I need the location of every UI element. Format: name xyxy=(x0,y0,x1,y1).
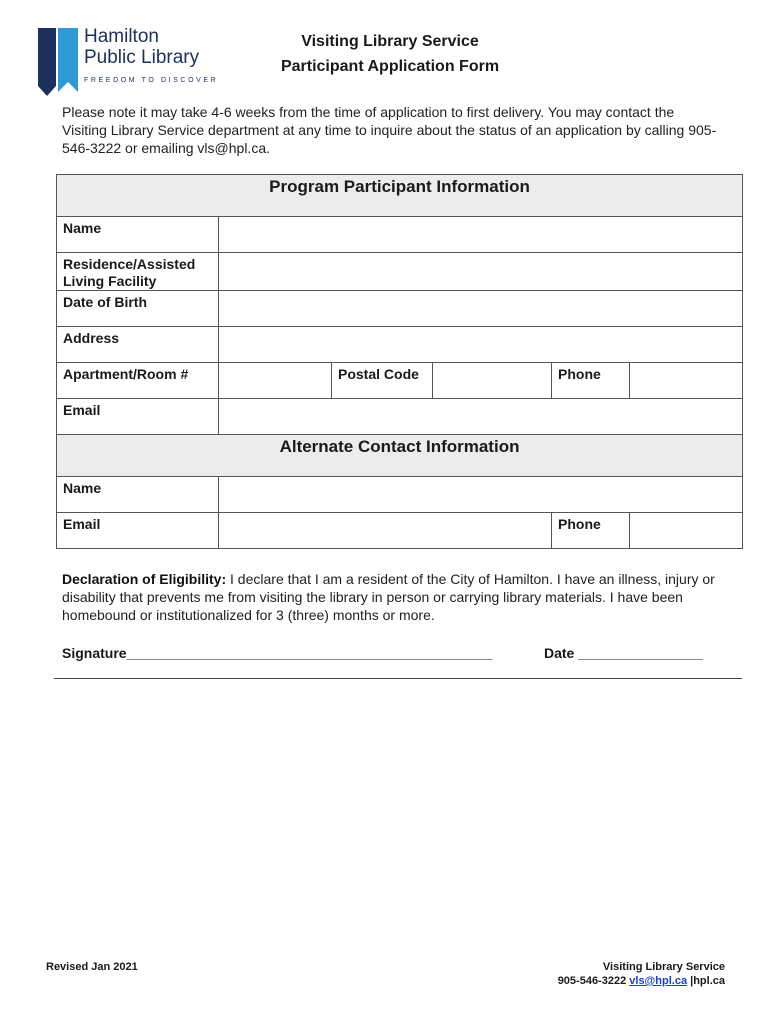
postal-code-label: Postal Code xyxy=(332,363,433,399)
email-field[interactable] xyxy=(219,399,743,435)
email-label: Email xyxy=(57,399,219,435)
declaration-heading: Declaration of Eligibility: xyxy=(62,571,227,587)
residence-label: Residence/Assisted Living Facility xyxy=(57,253,219,291)
logo-line-2: Public Library xyxy=(84,47,200,68)
phone-field[interactable] xyxy=(630,363,743,399)
form-title-application: Participant Application Form xyxy=(280,58,500,75)
section-header-alternate xyxy=(57,435,743,477)
application-form-table xyxy=(56,174,743,549)
section-title-participant: Program Participant Information xyxy=(269,177,530,196)
section-header-participant xyxy=(57,175,743,217)
name-field[interactable] xyxy=(219,217,743,253)
date-field[interactable]: Date ________________ xyxy=(544,645,703,661)
alt-email-field[interactable] xyxy=(219,513,552,549)
alt-phone-label: Phone xyxy=(552,513,630,549)
footer-contact xyxy=(558,960,725,988)
alt-phone-field[interactable] xyxy=(630,513,743,549)
revision-note: Revised Jan 2021 xyxy=(46,961,138,973)
declaration-text: I declare that I am a resident of the City of Hamilton. I have an illness, injury or disability that prevents me from visiting the library in person or carrying library materials. I have been homebound or institutionalized for 3 (three) months or more. xyxy=(62,571,715,623)
dob-field[interactable] xyxy=(219,291,743,327)
name-label: Name xyxy=(57,217,219,253)
footer-email-link[interactable]: vls@hpl.ca xyxy=(629,975,688,987)
residence-field[interactable] xyxy=(219,253,743,291)
postal-code-field[interactable] xyxy=(433,363,552,399)
alt-name-label: Name xyxy=(57,477,219,513)
hpl-logo xyxy=(38,26,228,98)
address-label: Address xyxy=(57,327,219,363)
footer-phone: 905-546-3222 xyxy=(557,975,627,987)
apartment-field[interactable] xyxy=(219,363,332,399)
divider-line xyxy=(54,678,742,679)
form-title-service: Visiting Library Service xyxy=(301,33,479,50)
footer-service-name: Visiting Library Service xyxy=(602,961,725,973)
address-field[interactable] xyxy=(219,327,743,363)
section-title-alternate: Alternate Contact Information xyxy=(279,437,520,456)
logo-wordmark xyxy=(84,26,199,68)
logo-line-1: Hamilton xyxy=(84,26,159,47)
signature-field[interactable]: Signature_______________________________________________ xyxy=(62,645,493,661)
alt-name-field[interactable] xyxy=(219,477,743,513)
declaration-paragraph xyxy=(62,570,722,624)
footer-contact-line xyxy=(558,974,725,988)
alt-email-label: Email xyxy=(57,513,219,549)
logo-tagline: FREEDOM TO DISCOVER xyxy=(84,77,219,84)
footer-website: |hpl.ca xyxy=(687,975,725,987)
dob-label: Date of Birth xyxy=(57,291,219,327)
phone-label: Phone xyxy=(552,363,630,399)
apartment-label: Apartment/Room # xyxy=(57,363,219,399)
intro-paragraph: Please note it may take 4-6 weeks from the time of application to first delivery. You may contact the Visiting Library Service department at any time to inquire about the status of an application by calling 905-546-3222 or emailing vls@hpl.ca. xyxy=(62,104,717,156)
hpl-logo-mark-icon xyxy=(38,26,78,98)
